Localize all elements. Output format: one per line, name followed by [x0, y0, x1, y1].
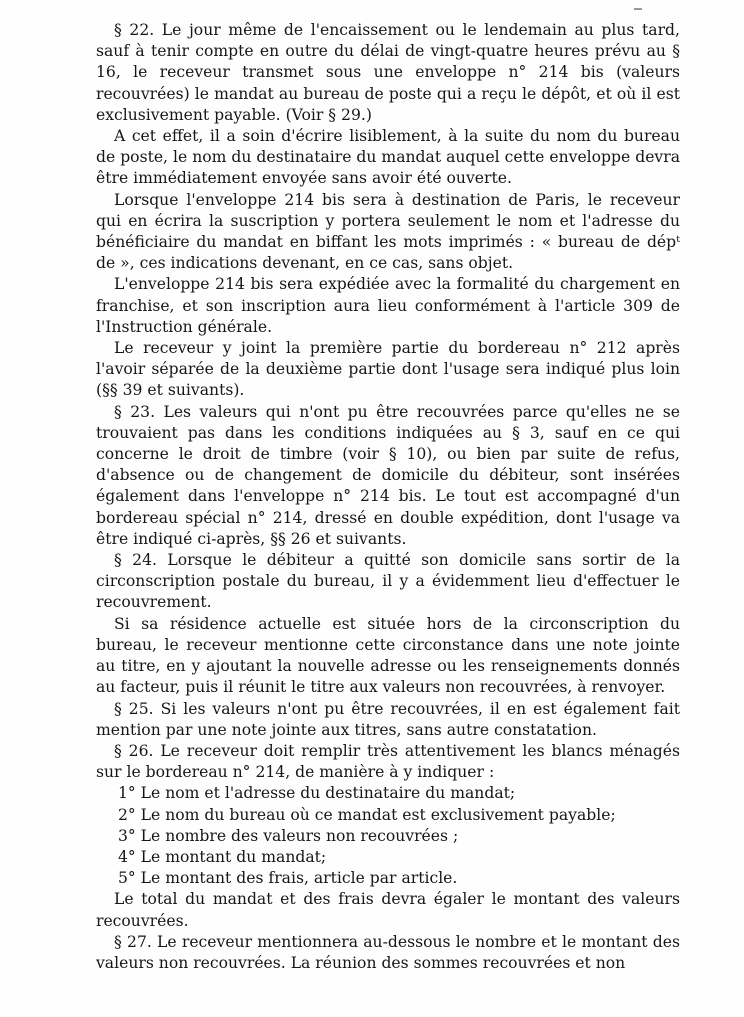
section-22-paragraph: § 22. Le jour même de l'encaissement ou le lendemain au plus tard, sauf à tenir compte en outre du délai de vingt-quatre heures prévu au § 16, le receveur transmet sous une enveloppe n° 214 bis (valeurs recouvrées) le mandat au bureau de poste qui a reçu le dépôt, et où il est exclusivement payable. (Voir § 29.) [96, 21, 680, 124]
list-item: 1° Le nom et l'adresse du destinataire du mandat; [118, 784, 516, 803]
paragraph: A cet effet, il a soin d'écrire lisiblement, à la suite du nom du bureau de poste, le nom du destinataire du mandat auquel cette enveloppe devra être immédiatement envoyée sans avoir été ouverte. [96, 127, 680, 188]
paragraph: Le receveur y joint la première partie du bordereau n° 212 après l'avoir séparée de la deuxième partie dont l'usage sera indiqué plus loin (§§ 39 et suivants). [96, 339, 680, 400]
section-27-paragraph: § 27. Le receveur mentionnera au-dessous le nombre et le montant des valeurs non recouvrées. La réunion des sommes recouvrées et non [96, 932, 680, 972]
section-25-paragraph: § 25. Si les valeurs n'ont pu être recouvrées, il en est également fait mention par une note jointe aux titres, sans autre constatation. [96, 699, 680, 739]
list-item: 3° Le nombre des valeurs non recouvrées ; [118, 826, 459, 845]
paragraph: Si sa résidence actuelle est située hors de la circonscription du bureau, le receveur mentionne cette circonstance dans une note jointe au titre, en y ajoutant la nouvelle adresse ou les renseignements donnés au facteur, puis il réunit le titre aux valeurs non recouvrées, à renvoyer. [96, 614, 680, 697]
section-23-paragraph: § 23. Les valeurs qui n'ont pu être recouvrées parce qu'elles ne se trouvaient pas dans les conditions indiquées au § 3, sauf en ce qui concerne le droit de timbre (voir § 10), ou bien par suite de refus, d'absence ou de changement de domicile du débiteur, sont insérées également dans l'enveloppe n° 214 bis. Le tout est accompagné d'un bordereau spécial n° 214, dressé en double expédition, dont l'usage va être indiqué ci-après, §§ 26 et suivants. [96, 402, 680, 548]
margin-mark [634, 8, 642, 10]
section-26-paragraph: § 26. Le receveur doit remplir très attentivement les blancs ménagés sur le bordereau n° 214, de manière à y indiquer : [96, 741, 680, 782]
section-24-paragraph: § 24. Lorsque le débiteur a quitté son domicile sans sortir de la circonscription postale du bureau, il y a évidemment lieu d'effectuer le recouvrement. [96, 551, 680, 612]
list-item: 5° Le montant des frais, article par article. [118, 869, 458, 888]
body-text [96, 20, 680, 974]
paragraph: L'enveloppe 214 bis sera expédiée avec la formalité du chargement en franchise, et son inscription aura lieu conformément à l'article 309 de l'Instruction générale. [96, 275, 680, 336]
paragraph: Lorsque l'enveloppe 214 bis sera à destination de Paris, le receveur qui en écrira la suscription y portera seulement le nom et l'adresse du bénéficiaire du mandat en biffant les mots imprimés : « bureau de dépᵗ de », ces indications devenant, en ce cas, sans objet. [96, 190, 680, 273]
list-item: 4° Le montant du mandat; [118, 847, 327, 866]
list-item: 2° Le nom du bureau où ce mandat est exclusivement payable; [118, 805, 616, 824]
paragraph: Le total du mandat et des frais devra égaler le montant des valeurs recouvrées. [96, 890, 680, 930]
